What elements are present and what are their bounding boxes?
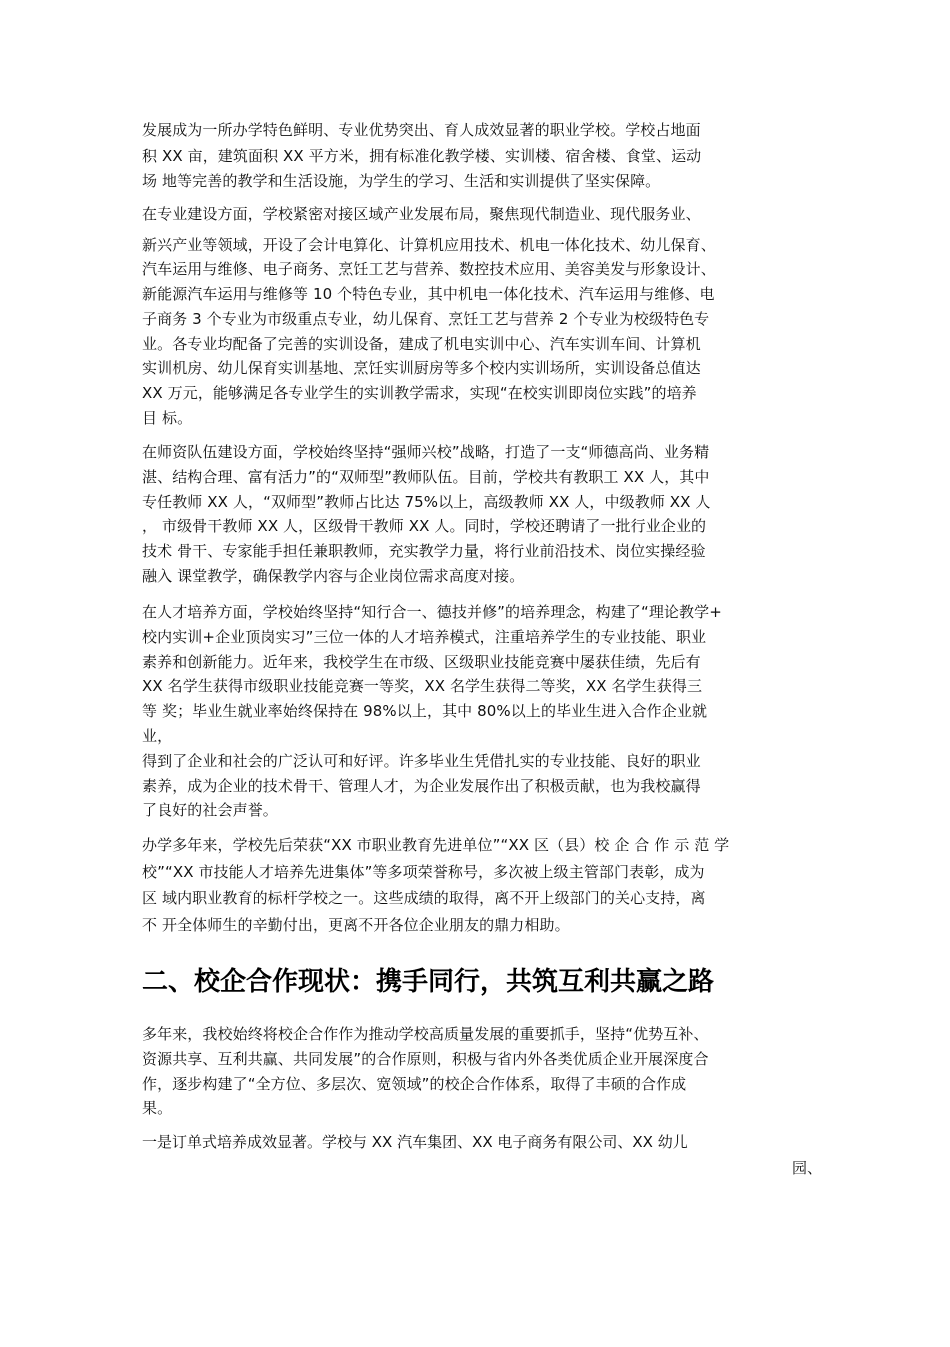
text-line: 业。各专业均配备了完善的实训设备，建成了机电实训中心、汽车实训车间、计算机 [142,334,701,353]
text-line: 新兴产业等领域，开设了会计电算化、计算机应用技术、机电一体化技术、幼儿保育、 [142,235,716,254]
text-line: 场 地等完善的教学和生活设施，为学生的学习、生活和实训提供了坚实保障。 [142,172,661,190]
text-line: 校”“XX 市技能人才培养先进集体”等多项荣誉称号，多次被上级主管部门表彰，成为 [142,862,705,881]
text-line: 园、 [791,1158,822,1177]
paragraph-major-construction [142,202,842,430]
text-line: 素养，成为企业的技术骨干、管理人才，为企业发展作出了积极贡献，也为我校赢得 [142,776,701,795]
text-line: 融入 课堂教学，确保教学内容与企业岗位需求高度对接。 [142,566,525,585]
text-line: 汽车运用与维修、电子商务、烹饪工艺与营养、数控技术应用、美容美发与形象设计、 [142,260,716,279]
text-line: 一是订单式培养成效显著。学校与 XX 汽车集团、XX 电子商务有限公司、XX 幼儿 [142,1133,688,1151]
text-line: 实训机房、幼儿保育实训基地、烹饪实训厨房等多个校内实训场所，实训设备总值达 [142,359,701,378]
text-line: 得到了企业和社会的广泛认可和好评。许多毕业生凭借扎实的专业技能、良好的职业 [142,751,701,770]
text-line: 资源共享、互利共赢、共同发展”的合作原则，积极与省内外各类优质企业开展深度合 [142,1049,709,1068]
text-line: XX 万元，能够满足各专业学生的实训教学需求，实现“在校实训即岗位实践”的培养 [142,383,697,402]
text-line: 果。 [142,1099,173,1118]
text-line: 办学多年来，学校先后荣获“XX 市职业教育先进单位”“XX 区（县）校 企 合 作 示 范 学 [142,836,730,854]
text-line: 目 标。 [142,408,193,427]
text-line: 素养和创新能力。近年来，我校学生在市级、区级职业技能竞赛中屡获佳绩，先后有 [142,652,701,671]
section-heading: 二、校企合作现状：携手同行，共筑互利共赢之路 [142,967,715,997]
text-line: 发展成为一所办学特色鲜明、专业优势突出、育人成效显著的职业学校。学校占地面 [142,121,701,139]
text-line: ， 市级骨干教师 XX 人，区级骨干教师 XX 人。同时，学校还聘请了一批行业企业的 [142,517,707,536]
paragraph-school-overview [142,118,842,195]
text-line: 等 奖；毕业生就业率始终保持在 98%以上，其中 80%以上的毕业生进入合作企业就 [142,702,708,721]
paragraph-order-training [142,1130,822,1181]
text-line: 专任教师 XX 人，“双师型”教师占比达 75%以上，高级教师 XX 人，中级教师 XX 人 [142,492,711,511]
paragraph-talent-cultivation [142,600,842,823]
text-line: 不 开全体师生的辛勤付出，更离不开各位企业朋友的鼎力相助。 [142,915,570,934]
text-line: 作，逐步构建了“全方位、多层次、宽领域”的校企合作体系，取得了丰硕的合作成 [142,1074,687,1093]
text-line: 多年来，我校始终将校企合作作为推动学校高质量发展的重要抓手，坚持“优势互补、 [142,1025,709,1043]
paragraph-honors [142,832,842,938]
text-line: 技术 骨干、专家能手担任兼职教师，充实教学力量，将行业前沿技术、岗位实操经验 [142,542,706,561]
text-line: 积 XX 亩，建筑面积 XX 平方米，拥有标准化教学楼、实训楼、宿舍楼、食堂、运动 [142,146,702,165]
text-line: 湛、结构合理、富有活力”的“双师型”教师队伍。目前，学校共有教职工 XX 人，其中 [142,467,710,486]
paragraph-teacher-team [142,440,842,589]
text-line: XX 名学生获得市级职业技能竞赛一等奖，XX 名学生获得二等奖，XX 名学生获得三 [142,677,703,696]
text-line: 了良好的社会声誉。 [142,801,278,820]
text-line: 新能源汽车运用与维修等 10 个特色专业，其中机电一体化技术、汽车运用与维修、电 [142,285,715,304]
text-line: 在师资队伍建设方面，学校始终坚持“强师兴校”战略，打造了一支“师德高尚、业务精 [142,443,710,461]
text-line: 区 域内职业教育的标杆学校之一。这些成绩的取得，离不开上级部门的关心支持，离 [142,889,706,907]
text-line: 在专业建设方面，学校紧密对接区域产业发展布局，聚焦现代制造业、现代服务业、 [142,205,701,223]
text-line: 在人才培养方面，学校始终坚持“知行合一、德技并修”的培养理念，构建了“理论教学+ [142,603,722,621]
text-line: 业， [142,726,173,745]
paragraph-cooperation-intro [142,1022,842,1121]
text-line: 子商务 3 个专业为市级重点专业，幼儿保育、烹饪工艺与营养 2 个专业为校级特色专 [142,309,710,328]
text-line: 校内实训+企业顶岗实习”三位一体的人才培养模式，注重培养学生的专业技能、职业 [142,627,707,646]
